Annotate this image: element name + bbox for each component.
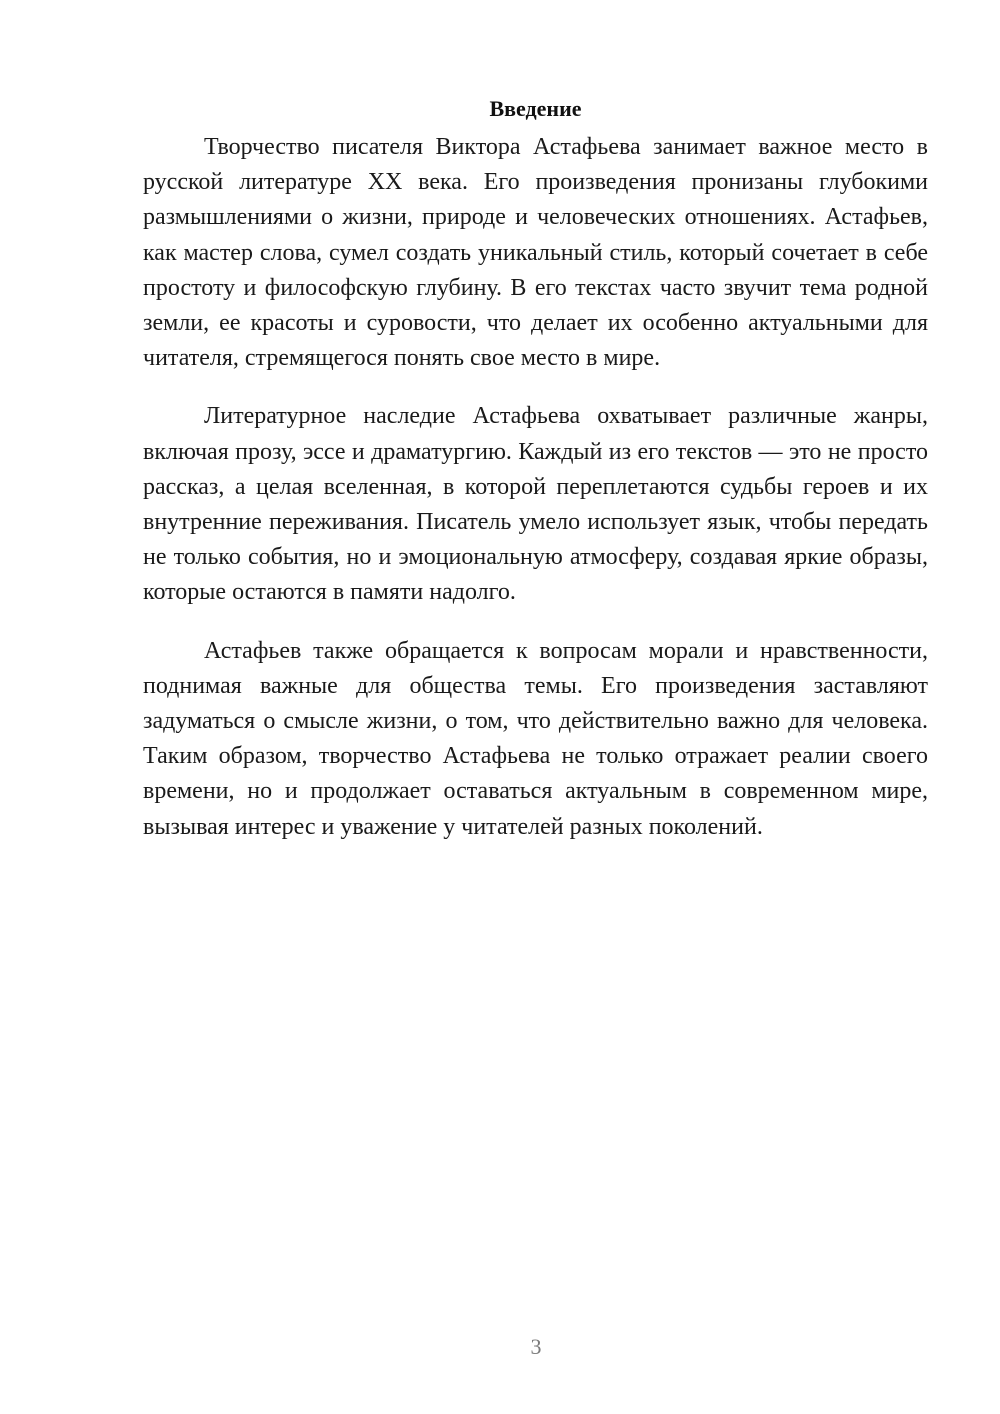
- paragraph-2: Литературное наследие Астафьева охватывает различные жанры, включая прозу, эссе и драматургию. Каждый из его текстов — это не просто рассказ, а целая вселенная, в которой переплетаются судьбы героев и их внутренние переживания. Писатель умело использует язык, чтобы передать не только события, но и эмоциональную атмосферу, создавая яркие образы, которые остаются в памяти надолго.: [143, 403, 928, 606]
- section-heading: Введение: [489, 96, 582, 121]
- paragraph-3: Астафьев также обращается к вопросам морали и нравственности, поднимая важные для общества темы. Его произведения заставляют задуматься о смысле жизни, о том, что действительно важно для человека. Таким образом, творчество Астафьева не только отражает реалии своего времени, но и продолжает оставаться актуальным в современном мире, вызывая интерес и уважение у читателей разных поколений.: [143, 637, 928, 840]
- paragraph-1: Творчество писателя Виктора Астафьева занимает важное место в русской литературе XX века. Его произведения пронизаны глубокими размышлениями о жизни, природе и человеческих отношениях. Астафьев, как мастер слова, сумел создать уникальный стиль, который сочетает в себе простоту и философскую глубину. В его текстах часто звучит тема родной земли, ее красоты и суровости, что делает их особенно актуальными для читателя, стремящегося понять свое место в мире.: [143, 134, 928, 372]
- document-body: [143, 92, 928, 868]
- page-number: 3: [530, 1334, 542, 1359]
